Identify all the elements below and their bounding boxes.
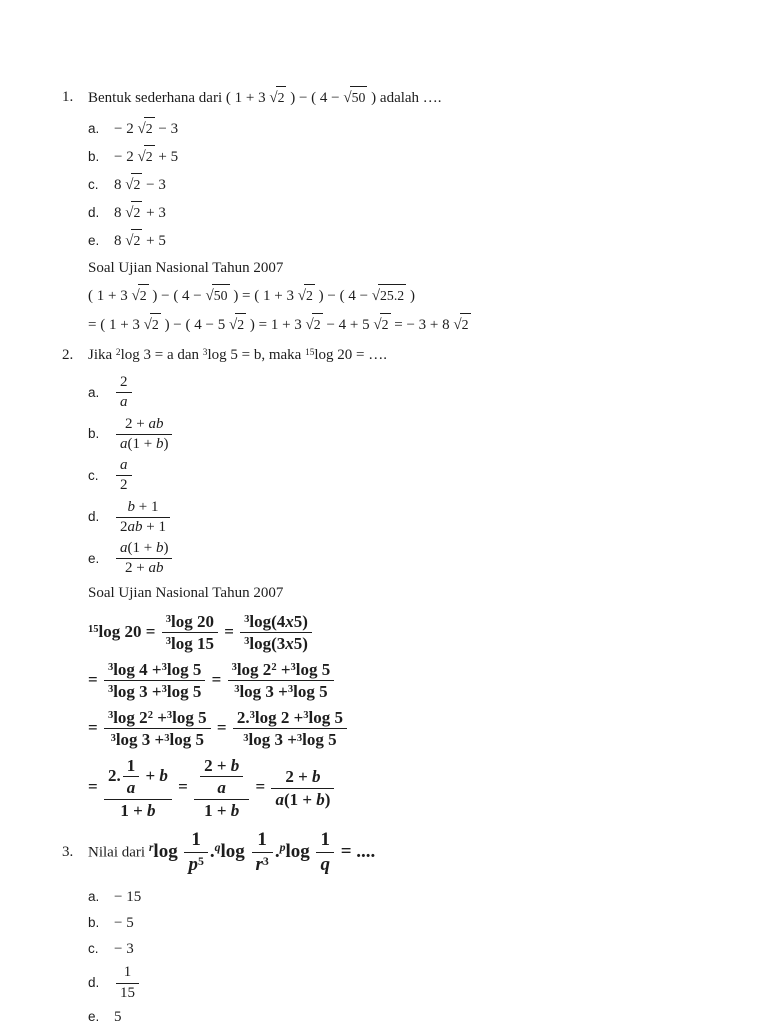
- option-letter: b.: [88, 915, 100, 931]
- question-number: 3.: [62, 844, 74, 861]
- worked-solution: [88, 612, 728, 821]
- option-row: [88, 964, 728, 1002]
- option-row: [88, 173, 728, 196]
- option-row: [88, 145, 728, 168]
- question-heading: [62, 344, 728, 366]
- option-content: 8 √2 − 3: [114, 173, 166, 196]
- option-content: $\frac{a}{2}$: [114, 457, 134, 495]
- question-text: Bentuk sederhana dari ( 1 + 3 √2 ) − ( 4 − √50 ) adalah ….: [88, 86, 728, 109]
- question-heading: [62, 86, 728, 109]
- question-number: 2.: [62, 347, 74, 363]
- options-list: [62, 886, 728, 1024]
- question-3: [62, 826, 728, 1024]
- solution-line: = ( 1 + 3 √2 ) − ( 4 − 5 √2 ) = 1 + 3 √2 − 4 + 5 √2 = − 3 + 8 √2: [88, 313, 728, 336]
- option-row: [88, 374, 728, 412]
- option-row: [88, 229, 728, 252]
- option-content: $\frac{b + 1}{2ab + 1}$: [114, 499, 172, 537]
- option-content: − 3: [114, 941, 134, 958]
- option-row: [88, 886, 728, 908]
- option-letter: e.: [88, 550, 100, 566]
- option-letter: c.: [88, 467, 99, 483]
- question-text: Jika $^2$log 3 = a dan $^3$log 5 = b, maka $^{15}$log 20 = ….: [88, 347, 387, 363]
- solution-line: ( 1 + 3 √2 ) − ( 4 − √50 ) = ( 1 + 3 √2 ) − ( 4 − √25.2 ): [88, 284, 728, 307]
- solution-line: = 2. $\frac{1}{a}$ + b 1 + b = $\frac{\frac{2 + b}{a}}{1 + b}$ = $\frac{2 + b}{a(1 + b)}$: [88, 756, 728, 821]
- option-letter: a.: [88, 889, 100, 905]
- options-list: [62, 374, 728, 578]
- solution-line: = $\frac{^3\log 4 +^3\log 5}{^3\log 3 +^3\log 5}$ = $\frac{^3\log 2^2 +^3\log 5}{^3\log 3 +^3\log 5}$: [88, 660, 728, 702]
- option-row: [88, 457, 728, 495]
- question-heading: [62, 826, 728, 878]
- source-note: Soal Ujian Nasional Tahun 2007: [88, 260, 284, 276]
- option-letter: b.: [88, 426, 100, 442]
- option-letter: d.: [88, 975, 100, 991]
- option-content: 8 √2 + 3: [114, 201, 166, 224]
- question-1: [62, 86, 728, 336]
- option-letter: c.: [88, 177, 99, 192]
- option-letter: e.: [88, 233, 100, 248]
- option-row: [88, 912, 728, 934]
- question-2: [62, 344, 728, 820]
- solution-line: = $\frac{^3\log 2^2 +^3\log 5}{^3\log 3 +^3\log 5}$ = $\frac{2.^3\log 2 +^3\log 5}{^3\log 3 +^3\log 5}$: [88, 708, 728, 750]
- solution-line: $^{15}$log 20 = $\frac{^3\log 20}{^3\log 15}$ = $\frac{^3\log(4x5)}{^3\log(3x5)}$: [88, 612, 728, 654]
- option-row: [88, 938, 728, 960]
- option-letter: b.: [88, 149, 100, 164]
- source-note: Soal Ujian Nasional Tahun 2007: [88, 584, 284, 601]
- option-content: $\frac{2}{a}$: [114, 374, 134, 412]
- option-row: [88, 416, 728, 454]
- option-letter: e.: [88, 1008, 100, 1024]
- option-content: 8 √2 + 5: [114, 229, 166, 252]
- option-row: [88, 117, 728, 140]
- question-text: [88, 829, 728, 876]
- option-letter: a.: [88, 384, 100, 400]
- option-content: $\frac{1}{15}$: [114, 964, 141, 1002]
- option-content: − 5: [114, 915, 134, 932]
- option-content: $\frac{a(1 + b)}{2 + ab}$: [114, 540, 174, 578]
- question-text-prefix: Nilai dari: [88, 844, 149, 861]
- option-content: − 15: [114, 889, 142, 906]
- option-row: [88, 201, 728, 224]
- options-list: [62, 117, 728, 252]
- question-number: 1.: [62, 89, 74, 105]
- option-letter: a.: [88, 121, 100, 136]
- option-content: − 2 √2 − 3: [114, 117, 178, 140]
- question-math: $^r$log $\frac{1}{p^5}$ .$^q$log $\frac{1}{r^3}$ .$^p$log $\frac{1}{q}$ = ....: [148, 829, 376, 875]
- option-row: [88, 1006, 728, 1024]
- option-row: [88, 499, 728, 537]
- option-letter: d.: [88, 509, 100, 525]
- option-content: 5: [114, 1008, 122, 1024]
- option-letter: c.: [88, 941, 99, 957]
- option-content: − 2 √2 + 5: [114, 145, 178, 168]
- option-letter: d.: [88, 205, 100, 220]
- option-content: $\frac{2 + ab}{a(1 + b)}$: [114, 416, 174, 454]
- option-row: [88, 540, 728, 578]
